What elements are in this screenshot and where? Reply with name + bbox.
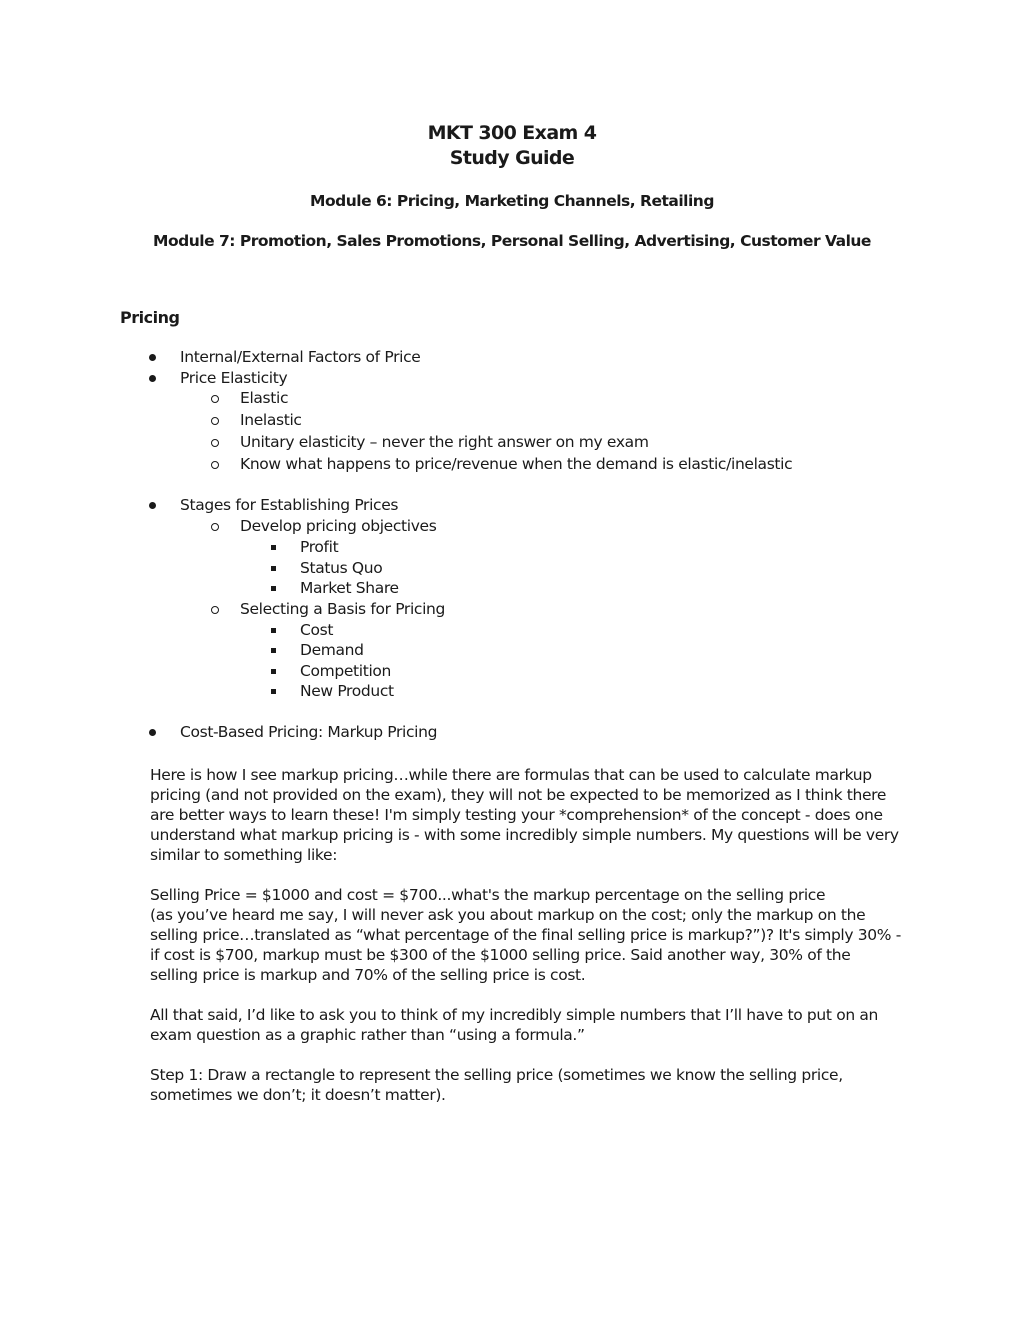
bullet-circle-icon — [211, 606, 219, 614]
paragraph-line: pricing (and not provided on the exam), they will not be expected to be memorized as I think there — [150, 786, 887, 805]
paragraph-line: selling price…translated as “what percentage of the final selling price is markup?”)? It's simply 30% - — [150, 926, 902, 945]
bullet-dot-icon — [149, 729, 156, 736]
outline-item-inelastic: Inelastic — [240, 411, 302, 429]
outline-item-demand: Demand — [300, 641, 364, 659]
paragraph-line: are better ways to learn these! I'm simply testing your *comprehension* of the concept - does one — [150, 806, 883, 825]
outline-item-competition: Competition — [300, 662, 392, 680]
bullet-square-icon — [271, 586, 276, 591]
outline-item-elastic: Elastic — [240, 389, 289, 407]
paragraph-line: if cost is $700, markup must be $300 of the $1000 selling price. Said another way, 30% of the — [150, 946, 851, 965]
outline-item-profit: Profit — [300, 538, 339, 556]
bullet-dot-icon — [149, 502, 156, 509]
paragraph-markup-intro — [150, 765, 910, 865]
bullet-dot-icon — [149, 375, 156, 382]
paragraph-line: similar to something like: — [150, 846, 338, 865]
module-6-heading: Module 6: Pricing, Marketing Channels, Retailing — [310, 192, 714, 210]
bullet-square-icon — [271, 628, 276, 633]
outline-item-cost: Cost — [300, 621, 334, 639]
paragraph-line: exam question as a graphic rather than “using a formula.” — [150, 1026, 585, 1045]
paragraph-line: Step 1: Draw a rectangle to represent the selling price (sometimes we know the selling price, — [150, 1066, 843, 1084]
bullet-square-icon — [271, 689, 276, 694]
outline-item-objectives: Develop pricing objectives — [240, 517, 437, 535]
paragraph-line: understand what markup pricing is - with some incredibly simple numbers. My questions will be very — [150, 826, 899, 845]
paragraph-line: All that said, I’d like to ask you to think of my incredibly simple numbers that I’ll have to put on an — [150, 1006, 878, 1024]
section-heading-pricing: Pricing — [120, 308, 180, 327]
bullet-circle-icon — [211, 523, 219, 531]
outline-item-basis: Selecting a Basis for Pricing — [240, 600, 445, 618]
paragraph-line: (as you’ve heard me say, I will never ask you about markup on the cost; only the markup on the — [150, 906, 866, 925]
outline-item-unitary: Unitary elasticity – never the right answer on my exam — [240, 433, 649, 451]
bullet-square-icon — [271, 648, 276, 653]
paragraph-markup-example — [150, 885, 910, 985]
paragraph-line: Selling Price = $1000 and cost = $700...what's the markup percentage on the selling price — [150, 886, 826, 904]
outline-item-markup: Cost-Based Pricing: Markup Pricing — [180, 723, 438, 741]
bullet-circle-icon — [211, 461, 219, 469]
bullet-circle-icon — [211, 395, 219, 403]
outline-item-stages: Stages for Establishing Prices — [180, 496, 399, 514]
bullet-circle-icon — [211, 439, 219, 447]
paragraph-step-1 — [150, 1065, 910, 1105]
bullet-dot-icon — [149, 354, 156, 361]
outline-item-elasticity: Price Elasticity — [180, 369, 288, 387]
bullet-square-icon — [271, 669, 276, 674]
outline-item-status-quo: Status Quo — [300, 559, 383, 577]
paragraph-line: sometimes we don’t; it doesn’t matter). — [150, 1086, 446, 1105]
outline-item-new-product: New Product — [300, 682, 394, 700]
document-title-line2: Study Guide — [449, 147, 575, 169]
bullet-circle-icon — [211, 417, 219, 425]
outline-item-know: Know what happens to price/revenue when the demand is elastic/inelastic — [240, 455, 793, 473]
module-7-heading: Module 7: Promotion, Sales Promotions, Personal Selling, Advertising, Customer Value — [153, 232, 871, 250]
bullet-square-icon — [271, 566, 276, 571]
paragraph-graphic-approach — [150, 1005, 910, 1045]
paragraph-line: Here is how I see markup pricing…while there are formulas that can be used to calculate markup — [150, 766, 872, 784]
document-title-line1: MKT 300 Exam 4 — [427, 122, 597, 144]
outline-item-factors: Internal/External Factors of Price — [180, 348, 421, 366]
bullet-square-icon — [271, 545, 276, 550]
paragraph-line: selling price is markup and 70% of the selling price is cost. — [150, 966, 586, 985]
outline-item-market-share: Market Share — [300, 579, 399, 597]
